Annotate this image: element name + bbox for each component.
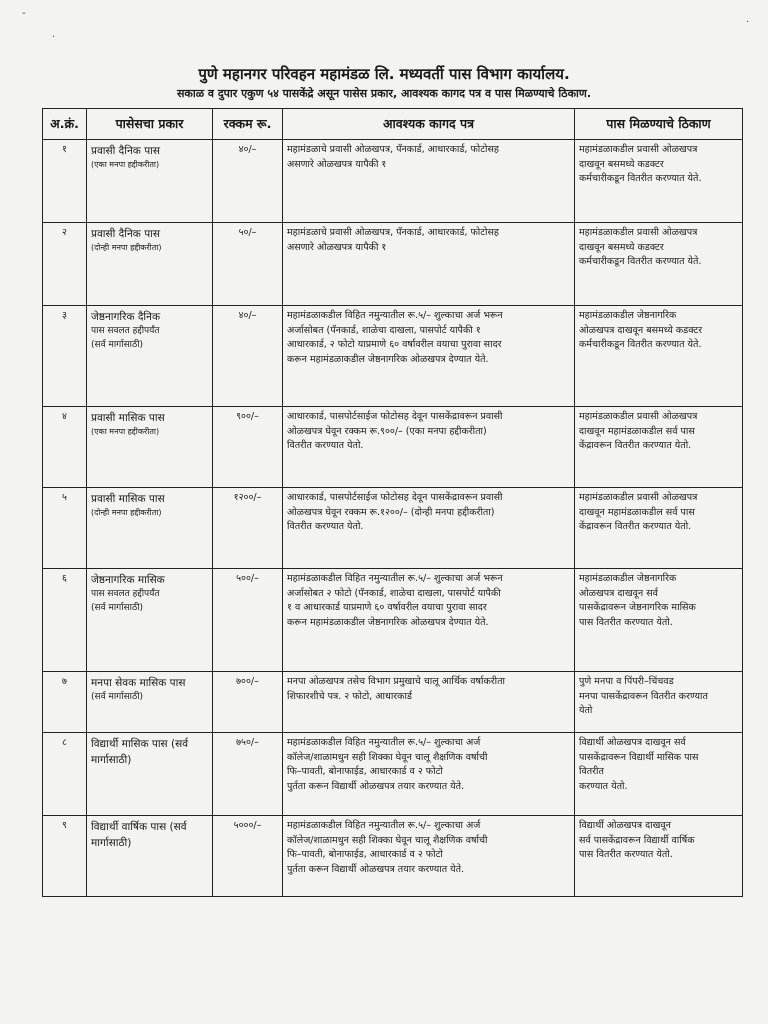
serial-number: ९ xyxy=(43,816,87,897)
pass-location: महामंडळाकडील प्रवासी ओळखपत्र दाखवून बसमध्ये कडक्टर कर्मचारीकडून वितरीत करण्यात येते. xyxy=(575,223,743,306)
required-documents: महामंडळाकडील विहित नमुन्यातील रू.५/– शुल्काचा अर्ज भरून अर्जासोबत २ फोटो (पॅनकार्ड, शाळेचा दाखला, पासपोर्ट यापैकी १ व आधारकार्ड याप्रमाणे ६० वर्षावरील वयाचा पुरावा सादर करून महामंडळाकडील जेष्ठनागरिक ओळखपत्र देण्यात येते. xyxy=(283,569,575,672)
required-documents: महामंडळाकडील विहित नमुन्यातील रू.५/– शुल्काचा अर्ज भरून अर्जासोबत (पॅनकार्ड, शाळेचा दाखला, पासपोर्ट यापैकी १ आधारकार्ड, २ फोटो याप्रमाणे ६० वर्षावरील वयाचा पुरावा सादर करून महामंडळाकडील जेष्ठनागरिक ओळखपत्र देण्यात येते. xyxy=(283,306,575,407)
pass-location: महामंडळाकडील जेष्ठनागरिक ओळखपत्र दाखवून बसमध्ये कडक्टर कर्मचारीकडून वितरीत करण्यात येते. xyxy=(575,306,743,407)
amount: १२००/– xyxy=(213,488,283,569)
table-row xyxy=(43,488,743,569)
serial-number: २ xyxy=(43,223,87,306)
pass-location: पुणे मनपा व पिंपरी–चिंचवड मनपा पासकेंद्रावरून वितरीत करण्यात येतो xyxy=(575,672,743,733)
table-row xyxy=(43,140,743,223)
serial-number: ५ xyxy=(43,488,87,569)
required-documents: महामंडळाचे प्रवासी ओळखपत्र, पॅनकार्ड, आधारकार्ड, फोटोसह असणारे ओळखपत्र यापैकी १ xyxy=(283,223,575,306)
pass-location: महामंडळाकडील प्रवासी ओळखपत्र दाखवून महामंडळाकडील सर्व पास केंद्रावरून वितरीत करण्यात येतो. xyxy=(575,407,743,488)
pass-type: मनपा सेवक मासिक पास xyxy=(91,677,186,689)
col-header-amount: रक्कम रू. xyxy=(213,109,283,140)
pass-location: विद्यार्थी ओळखपत्र दाखवून सर्व पासकेंद्रावरून विद्यार्थी मासिक पास वितरीत करण्यात येतो. xyxy=(575,733,743,816)
serial-number: ८ xyxy=(43,733,87,816)
pass-type: जेष्ठनागरिक दैनिक xyxy=(91,311,161,323)
document-title: पुणे महानगर परिवहन महामंडळ लि. मध्यवर्ती पास विभाग कार्यालय. xyxy=(198,65,570,83)
col-header-documents: आवश्यक कागद पत्र xyxy=(283,109,575,140)
required-documents: आधारकार्ड, पासपोर्टसाईज फोटोसह देवून पासकेंद्रावरून प्रवासी ओळखपत्र घेवून रक्कम रू.१२००/– (दोन्ही मनपा हद्दीकरीता) वितरीत करण्यात येतो. xyxy=(283,488,575,569)
pass-note: पास सवलत हद्दीपर्यंत xyxy=(91,589,160,600)
amount: ४०/– xyxy=(213,140,283,223)
table-row xyxy=(43,306,743,407)
pass-type-cell xyxy=(87,140,213,223)
required-documents: आधारकार्ड, पासपोर्टसाईज फोटोसह देवून पासकेंद्रावरून प्रवासी ओळखपत्र घेवून रक्कम रू.९००/– (एका मनपा हद्दीकरीता) वितरीत करण्यात येतो. xyxy=(283,407,575,488)
pass-type: जेष्ठनागरिक मासिक xyxy=(91,574,165,586)
pass-type: प्रवासी दैनिक पास xyxy=(91,228,160,240)
required-documents: महामंडळाकडील विहित नमुन्यातील रू.५/– शुल्काचा अर्ज कॉलेज/शाळामधुन सही शिक्का घेवून चालू शैक्षणिक वर्षाची फि–पावती, बोनाफाईड, आधारकार्ड व २ फोटो पुर्तता करून विद्यार्थी ओळखपत्र तयार करण्यात येते. xyxy=(283,816,575,897)
scan-mark: - xyxy=(22,8,26,19)
amount: ९००/– xyxy=(213,407,283,488)
pass-type-cell xyxy=(87,488,213,569)
table-row xyxy=(43,569,743,672)
scan-mark: . xyxy=(746,14,750,25)
amount: ७५०/– xyxy=(213,733,283,816)
pass-note-route: (सर्व मार्गासाठी) xyxy=(91,692,144,703)
serial-number: १ xyxy=(43,140,87,223)
pass-note-route: (सर्व मार्गासाठी) xyxy=(91,603,144,614)
table-row xyxy=(43,672,743,733)
required-documents: मनपा ओळखपत्र तसेच विभाग प्रमुखाचे चालू आर्थिक वर्षाकरीता शिफारशीचे पत्र. २ फोटो, आधारकार्ड xyxy=(283,672,575,733)
serial-number: ७ xyxy=(43,672,87,733)
pass-type: विद्यार्थी मासिक पास (सर्व मार्गासाठी) xyxy=(91,738,189,767)
pass-type-cell xyxy=(87,733,213,816)
pass-location: महामंडळाकडील प्रवासी ओळखपत्र दाखवून महामंडळाकडील सर्व पास केंद्रावरून वितरीत करण्यात येतो. xyxy=(575,488,743,569)
document-subtitle: सकाळ व दुपार एकुण ५४ पासकेंद्रे असून पासेस प्रकार, आवश्यक कागद पत्र व पास मिळण्याचे ठिकाण. xyxy=(176,87,592,100)
pass-note: पास सवलत हद्दीपर्यंत xyxy=(91,326,160,337)
table-row xyxy=(43,816,743,897)
pass-type-cell xyxy=(87,223,213,306)
pass-type: विद्यार्थी वार्षिक पास (सर्व मार्गासाठी) xyxy=(91,821,187,850)
pass-type-cell xyxy=(87,407,213,488)
col-header-pass-type: पासेसचा प्रकार xyxy=(87,109,213,140)
serial-number: ६ xyxy=(43,569,87,672)
pass-location: महामंडळाकडील प्रवासी ओळखपत्र दाखवून बसमध्ये कडक्टर कर्मचारीकडून वितरीत करण्यात येते. xyxy=(575,140,743,223)
pass-table xyxy=(42,108,743,897)
scan-mark: · xyxy=(52,32,56,43)
pass-location: महामंडळाकडील जेष्ठनागरिक ओळखपत्र दाखवून सर्व पासकेंद्रावरून जेष्ठनागरिक मासिक पास वितरीत करण्यात येतो. xyxy=(575,569,743,672)
pass-type-cell xyxy=(87,672,213,733)
serial-number: ३ xyxy=(43,306,87,407)
required-documents: महामंडळाकडील विहित नमुन्यातील रू.५/– शुल्काचा अर्ज कॉलेज/शाळामधुन सही शिक्का घेवून चालू शैक्षणिक वर्षाची फि–पावती, बोनाफाईड, आधारकार्ड व २ फोटो पुर्तता करून विद्यार्थी ओळखपत्र तयार करण्यात येते. xyxy=(283,733,575,816)
col-header-serial: अ.क्रं. xyxy=(43,109,87,140)
amount: ५०/– xyxy=(213,223,283,306)
table-row xyxy=(43,407,743,488)
amount: ७००/– xyxy=(213,672,283,733)
pass-type: प्रवासी दैनिक पास xyxy=(91,145,160,157)
serial-number: ४ xyxy=(43,407,87,488)
pass-note: (दोन्ही मनपा हद्दीकरीता) xyxy=(91,508,162,518)
table-row xyxy=(43,223,743,306)
pass-location: विद्यार्थी ओळखपत्र दाखवून सर्व पासकेंद्रावरून विद्यार्थी वार्षिक पास वितरीत करण्यात येतो. xyxy=(575,816,743,897)
pass-type-cell xyxy=(87,816,213,897)
pass-type-cell xyxy=(87,569,213,672)
pass-type-cell xyxy=(87,306,213,407)
table-header-row xyxy=(43,109,743,140)
col-header-place: पास मिळण्याचे ठिकाण xyxy=(575,109,743,140)
amount: ४०/– xyxy=(213,306,283,407)
amount: ५०००/– xyxy=(213,816,283,897)
amount: ५००/– xyxy=(213,569,283,672)
pass-note: (एका मनपा हद्दीकरीता) xyxy=(91,427,160,437)
pass-note-route: (सर्व मार्गासाठी) xyxy=(91,340,144,351)
pass-note: (दोन्ही मनपा हद्दीकरीता) xyxy=(91,243,162,253)
pass-type: प्रवासी मासिक पास xyxy=(91,493,165,505)
pass-type: प्रवासी मासिक पास xyxy=(91,412,165,424)
pass-note: (एका मनपा हद्दीकरीता) xyxy=(91,160,160,170)
required-documents: महामंडळाचे प्रवासी ओळखपत्र, पॅनकार्ड, आधारकार्ड, फोटोसह असणारे ओळखपत्र यापैकी १ xyxy=(283,140,575,223)
table-row xyxy=(43,733,743,816)
